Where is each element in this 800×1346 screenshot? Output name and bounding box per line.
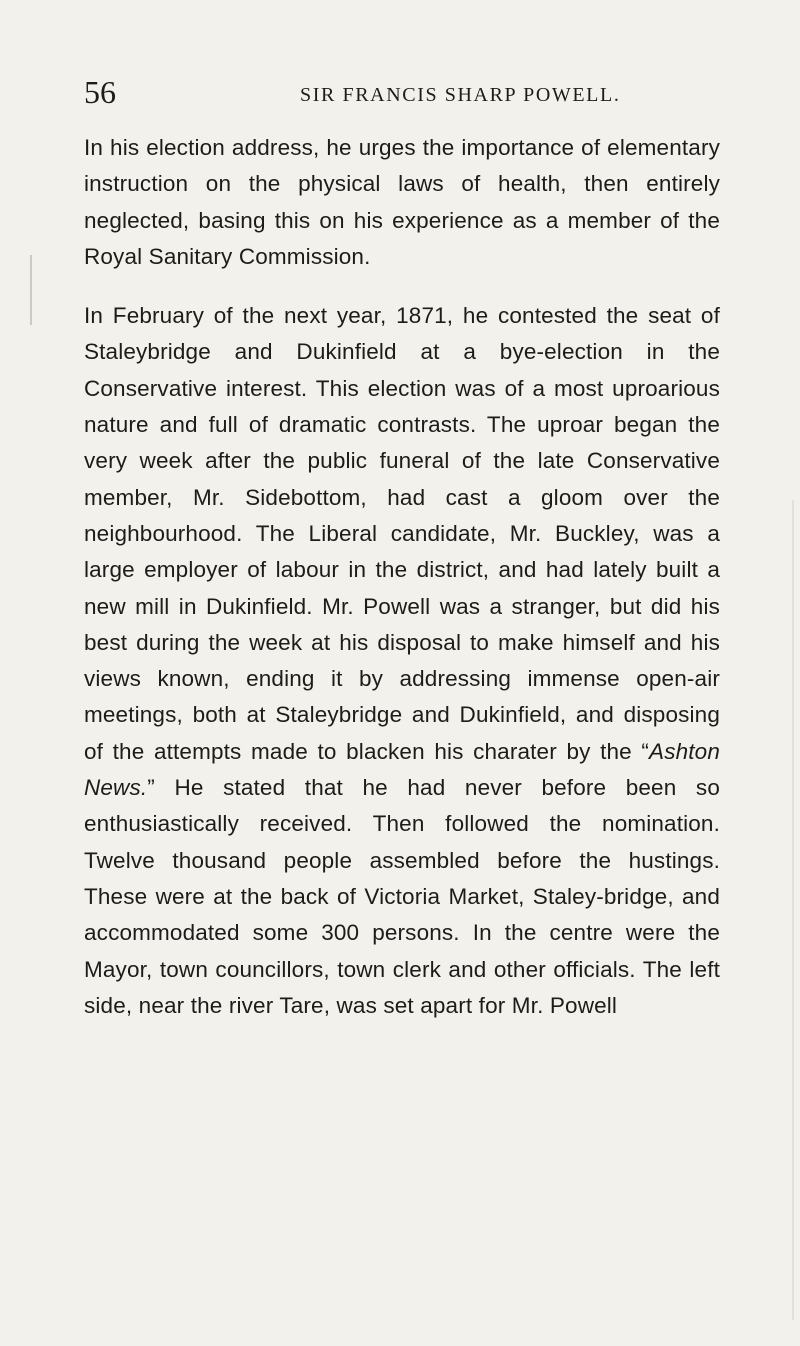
paragraph-election-address: [84, 130, 720, 275]
paragraph-text-after: ” He stated that he had never before been so enthusiastically received. Then followed the nomination. Twelve thousand people assembled before the hustings. These were at the back of Victoria Market, Staley-bridge, and accommodated some 300 persons. In the centre were the Mayor, town councillors, town clerk and other officials. The left side, near the river Tare, was set apart for Mr. Powell: [84, 775, 720, 1018]
paragraph-text: In his election address, he urges the importance of elementary instruction on the physical laws of health, then entirely neglected, basing this on his experience as a member of the Royal Sanitary Commission.: [84, 135, 720, 269]
page-number: 56: [84, 74, 116, 110]
scan-artifact-right: [792, 500, 794, 1320]
body-text: [84, 130, 720, 1024]
scan-artifact-left: [30, 255, 32, 325]
newspaper-title: Ashton News.: [84, 738, 720, 801]
paragraph-bye-election: [84, 298, 720, 1024]
paragraph-text-before: In February of the next year, 1871, he contested the seat of Staleybridge and Dukinfield at a bye-election in the Conservative interest. This election was of a most uproarious nature and full of dramatic contrasts. The uproar began the very week after the public funeral of the late Conservative member, Mr. Sidebottom, had cast a gloom over the neighbourhood. The Liberal candidate, Mr. Buckley, was a large employer of labour in the district, and had lately built a new mill in Dukinfield. Mr. Powell was a stranger, but did his best during the week at his disposal to make himself and his views known, ending it by addressing immense open-air meetings, both at Staleybridge and Dukinfield, and disposing of the attempts made to blacken his charater by the “: [84, 303, 720, 764]
running-head: SIR FRANCIS SHARP POWELL.: [300, 84, 621, 106]
page-header: [0, 72, 800, 112]
